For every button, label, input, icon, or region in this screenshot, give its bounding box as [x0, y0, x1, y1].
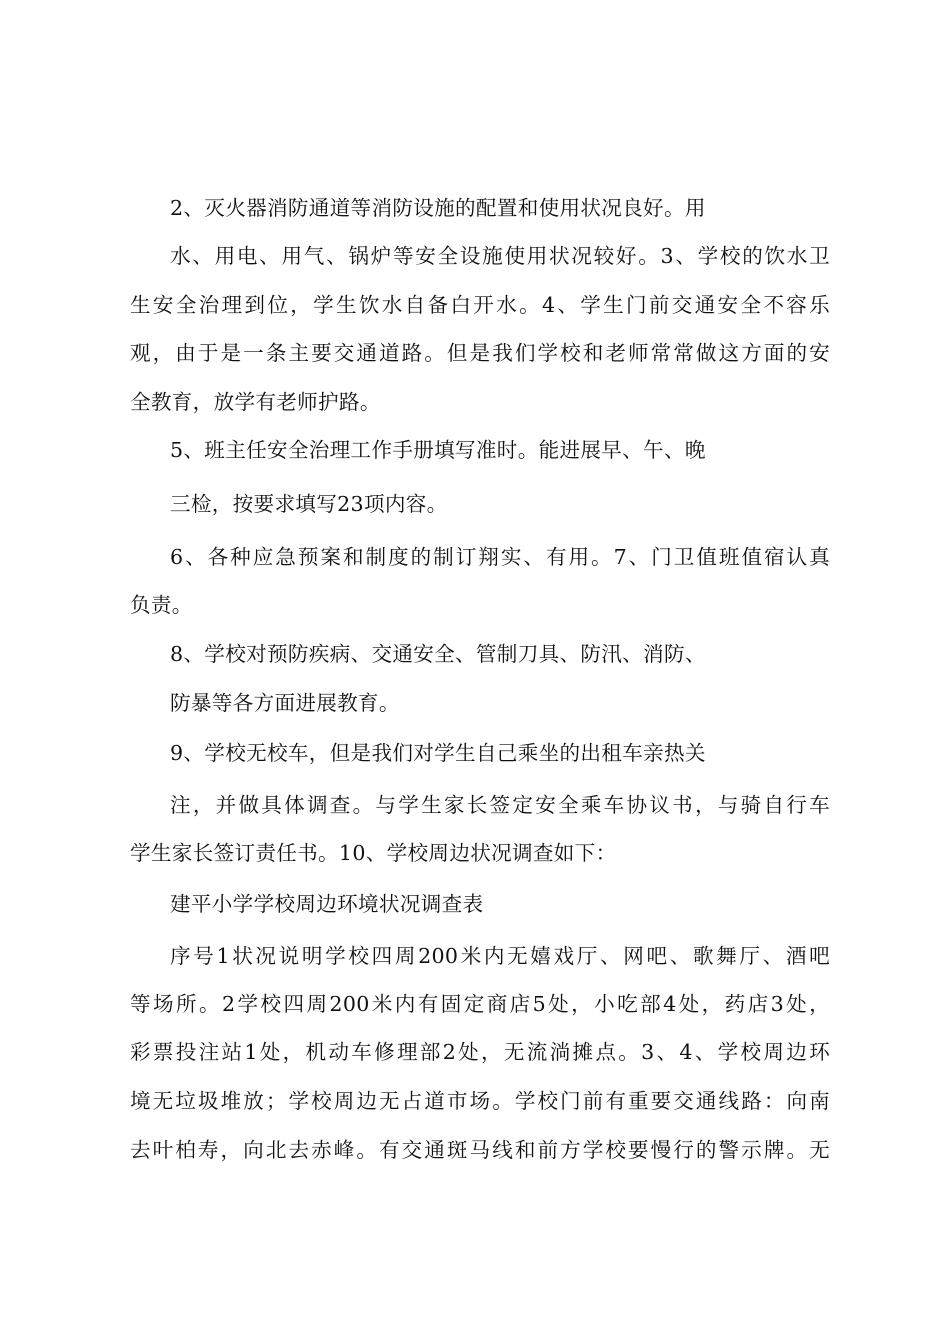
- paragraph-line: 水、用电、用气、锅炉等安全设施使用状况较好。3、学校的饮水卫: [170, 244, 830, 268]
- paragraph-line: 防暴等各方面进展教育。: [170, 691, 400, 715]
- paragraph-line: 8、学校对预防疾病、交通安全、管制刀具、防汛、消防、: [170, 642, 706, 666]
- paragraph-line: 5、班主任安全治理工作手册填写准时。能进展早、午、晚: [170, 438, 706, 462]
- paragraph-line: 生安全治理到位，学生饮水自备白开水。4、学生门前交通安全不容乐: [130, 293, 830, 317]
- paragraph-line: 注，并做具体调查。与学生家长签定安全乘车协议书，与骑自行车: [170, 793, 830, 817]
- paragraph-line: 观，由于是一条主要交通道路。但是我们学校和老师常常做这方面的安: [130, 341, 830, 365]
- paragraph-line: 去叶柏寿，向北去赤峰。有交通斑马线和前方学校要慢行的警示牌。无: [130, 1138, 830, 1162]
- table-title: 建平小学学校周边环境状况调查表: [170, 892, 484, 916]
- paragraph-line: 彩票投注站1处，机动车修理部2处，无流淌摊点。3、4、学校周边环: [130, 1040, 830, 1064]
- paragraph-line: 境无垃圾堆放；学校周边无占道市场。学校门前有重要交通线路：向南: [130, 1089, 830, 1113]
- paragraph-line: 全教育，放学有老师护路。: [130, 390, 381, 414]
- paragraph-line: 负责。: [130, 593, 193, 617]
- paragraph-line: 2、灭火器消防通道等消防设施的配置和使用状况良好。用: [170, 196, 706, 220]
- paragraph-line: 三检，按要求填写23项内容。: [170, 492, 448, 516]
- paragraph-line: 序号1状况说明学校四周200米内无嬉戏厅、网吧、歌舞厅、酒吧: [170, 944, 830, 968]
- paragraph-line: 6、各种应急预案和制度的制订翔实、有用。7、门卫值班值宿认真: [170, 545, 830, 569]
- paragraph-line: 9、学校无校车，但是我们对学生自己乘坐的出租车亲热关: [170, 741, 706, 765]
- paragraph-line: 学生家长签订责任书。10、学校周边状况调查如下：: [130, 841, 617, 865]
- paragraph-line: 等场所。2学校四周200米内有固定商店5处，小吃部4处，药店3处，: [130, 992, 830, 1016]
